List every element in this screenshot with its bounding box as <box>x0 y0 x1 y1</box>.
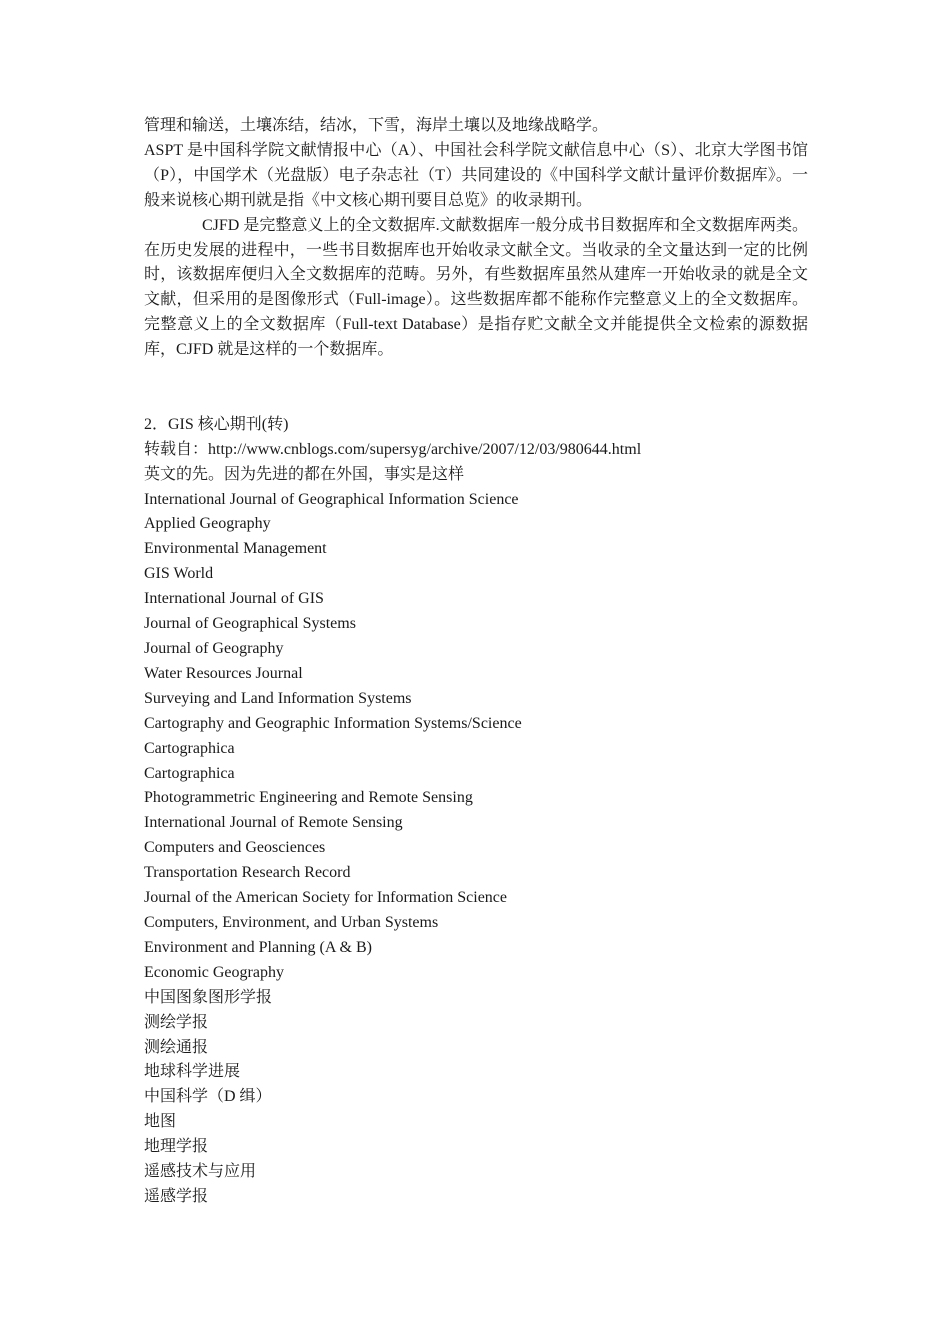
note-line: 英文的先。因为先进的都在外国，事实是这样 <box>144 465 465 483</box>
journal-list <box>144 488 808 1210</box>
list-item: GIS World <box>144 565 214 583</box>
list-item: Environment and Planning (A & B) <box>144 938 372 956</box>
list-item: 测绘学报 <box>144 1013 209 1031</box>
list-item: Cartographica <box>144 739 235 757</box>
list-item: Transportation Research Record <box>144 864 351 882</box>
document-page <box>144 114 808 1210</box>
section-heading: 2．GIS 核心期刊(转) <box>144 415 289 433</box>
list-item: 中国科学（D 缉） <box>144 1088 272 1106</box>
source-line: 转载自：http://www.cnblogs.com/supersyg/archive/2007/12/03/980644.html <box>144 440 642 458</box>
list-item: Economic Geography <box>144 963 284 981</box>
list-item: 遥感学报 <box>144 1187 209 1205</box>
intro-line: 管理和输送，土壤冻结，结冰，下雪，海岸土壤以及地缘战略学。 <box>144 117 609 134</box>
list-item: 中国图象图形学报 <box>144 988 273 1006</box>
list-item: Journal of Geographical Systems <box>144 615 356 633</box>
list-item: Cartographica <box>144 764 235 782</box>
list-item: 地理学报 <box>144 1138 209 1156</box>
list-item: 遥感技术与应用 <box>144 1163 257 1181</box>
list-item: Computers and Geosciences <box>144 839 326 857</box>
list-item: Water Resources Journal <box>144 664 303 682</box>
list-item: International Journal of Remote Sensing <box>144 814 403 832</box>
list-item: Journal of the American Society for Information Science <box>144 889 507 907</box>
cjfd-paragraph: CJFD 是完整意义上的全文数据库.文献数据库一般分成书目数据库和全文数据库两类。在历史发展的进程中，一些书目数据库也开始收录文献全文。当收录的全文量达到一定的比例时，该数据库便归入全文数据库的范畴。另外，有些数据库虽然从建库一开始收录的就是全文文献，但采用的是图像形式（Full-image）。这些数据库都不能称作完整意义上的全文数据库。完整意义上的全文数据库（Full-text Database）是指存贮文献全文并能提供全文检索的源数据库，CJFD 就是这样的一个数据库。 <box>144 216 808 359</box>
list-item: Cartography and Geographic Information Systems/Science <box>144 714 522 732</box>
list-item: Computers, Environment, and Urban Systems <box>144 913 439 931</box>
list-item: Applied Geography <box>144 515 271 533</box>
list-item: International Journal of Geographical Information Science <box>144 490 519 508</box>
list-item: International Journal of GIS <box>144 590 324 608</box>
list-item: 地球科学进展 <box>144 1063 241 1081</box>
list-item: 地图 <box>144 1113 177 1131</box>
list-item: Photogrammetric Engineering and Remote Sensing <box>144 789 473 807</box>
list-item: 测绘通报 <box>144 1038 209 1056</box>
list-item: Surveying and Land Information Systems <box>144 689 412 707</box>
section-spacer <box>144 363 808 413</box>
aspt-paragraph: ASPT 是中国科学院文献情报中心（A）、中国社会科学院文献信息中心（S）、北京大学图书馆（P），中国学术（光盘版）电子杂志社（T）共同建设的《中国科学文献计量评价数据库》。一般来说核心期刊就是指《中文核心期刊要目总览》的收录期刊。 <box>144 141 808 209</box>
list-item: Environmental Management <box>144 540 327 558</box>
list-item: Journal of Geography <box>144 640 284 658</box>
